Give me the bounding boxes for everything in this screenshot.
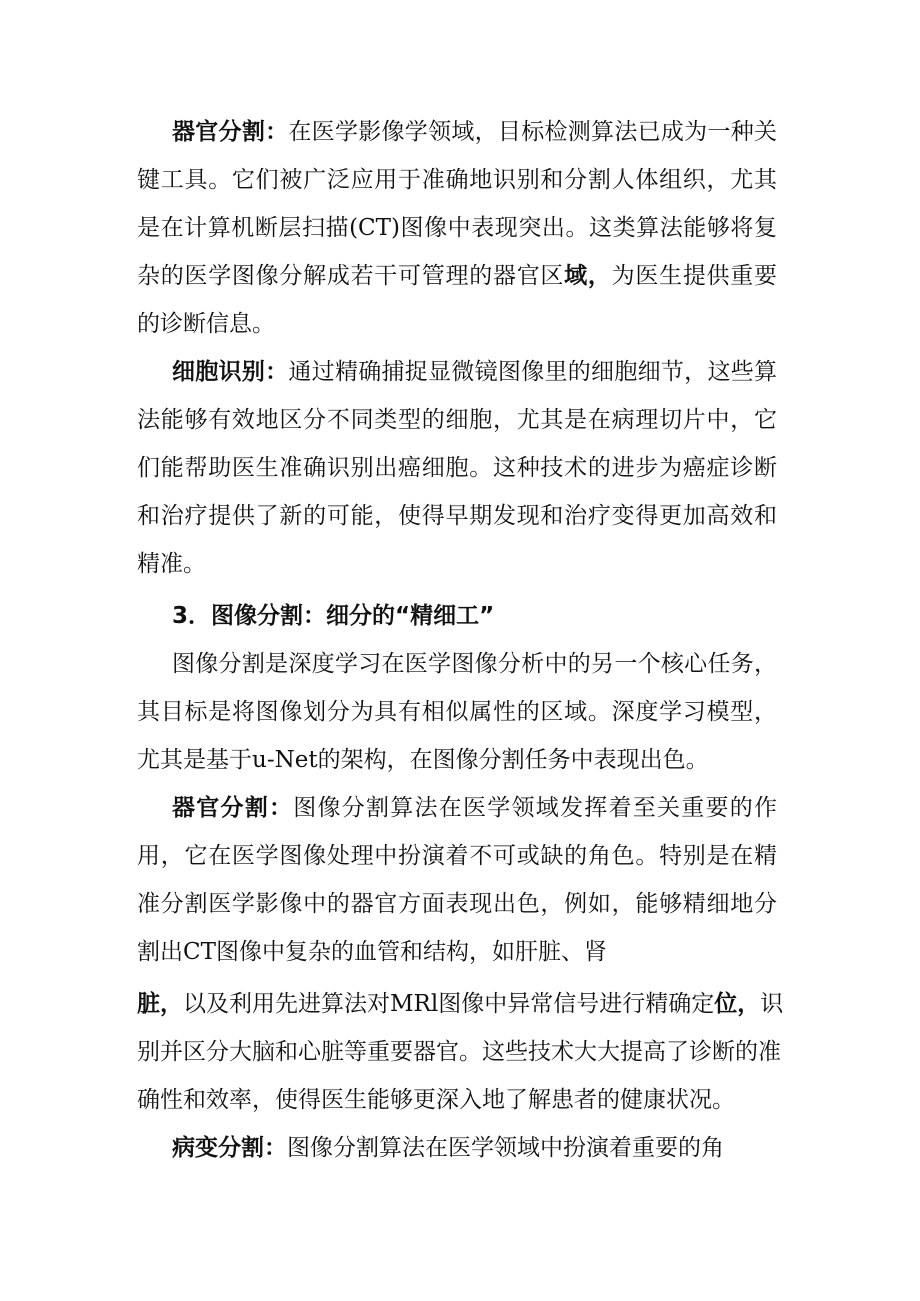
paragraph-line: 法能够有效地区分不同类型的细胞，尤其是在病理切片中，它: [137, 407, 777, 433]
section-heading: 3．图像分割：细分的“精细工”: [172, 603, 495, 629]
paragraph-label: 器官分割：: [172, 119, 289, 145]
paragraph-line: 割出CT图像中复杂的血管和结构，如肝脏、肾: [137, 939, 607, 965]
paragraph-line: [172, 352, 777, 392]
paragraph-line: 用，它在医学图像处理中扮演着不可或缺的角色。特别是在精: [137, 843, 777, 869]
paragraph-label: 病变分割：: [172, 1135, 287, 1161]
paragraph-line: [172, 1128, 777, 1168]
paragraph-line: 图像分割是深度学习在医学图像分析中的另一个核心任务，: [172, 651, 777, 677]
paragraph-line: 键工具。它们被广泛应用于准确地识别和分割人体组织，尤其: [137, 167, 777, 193]
paragraph-line: [137, 256, 777, 296]
paragraph-text: 识: [760, 991, 784, 1017]
paragraph-label: 器官分割：: [172, 795, 294, 821]
paragraph-bold-text: 脏，: [137, 990, 183, 1017]
paragraph-text: 在医学影像学领域，目标检测算法已成为一种关: [288, 119, 778, 145]
paragraph-line: 是在计算机断层扫描(CT)图像中表现突出。这类算法能够将复: [137, 215, 777, 241]
paragraph-line: 别并区分大脑和心脏等重要器官。这些技术大大提高了诊断的准: [137, 1039, 781, 1065]
paragraph-line: 其目标是将图像划分为具有相似属性的区域。深度学习模型，: [137, 699, 777, 725]
paragraph-text: 为医生提供重要: [611, 263, 778, 289]
paragraph-line: 确性和效率，使得医生能够更深入地了解患者的健康状况。: [137, 1087, 735, 1113]
paragraph-line: 精准。: [137, 551, 206, 577]
paragraph-line: [137, 984, 784, 1024]
paragraph-line: [172, 112, 777, 152]
paragraph-text: 以及利用先进算法对MRl图像中异常信号进行精确定: [183, 991, 715, 1017]
paragraph-label: 细胞识别：: [172, 359, 289, 385]
paragraph-line: [172, 788, 777, 828]
paragraph-bold-text: 域，: [564, 262, 612, 289]
paragraph-text: 图像分割算法在医学领域中扮演着重要的角: [287, 1135, 724, 1161]
paragraph-line: 们能帮助医生准确识别出癌细胞。这种技术的进步为癌症诊断: [137, 455, 777, 481]
paragraph-line: 尤其是基于u-Net的架构，在图像分割任务中表现出色。: [137, 747, 709, 773]
paragraph-line: 的诊断信息。: [137, 311, 275, 337]
paragraph-text: 图像分割算法在医学领域发挥着至关重要的作: [293, 795, 777, 821]
paragraph-bold-text: 位，: [714, 990, 761, 1017]
paragraph-text: 杂的医学图像分解成若干可管理的器官区: [137, 263, 565, 289]
paragraph-text: 通过精确捕捉显微镜图像里的细胞细节，这些算: [288, 359, 778, 385]
paragraph-line: 和治疗提供了新的可能，使得早期发现和治疗变得更加高效和: [137, 503, 777, 529]
paragraph-line: 准分割医学影像中的器官方面表现出色，例如，能够精细地分: [137, 891, 777, 917]
